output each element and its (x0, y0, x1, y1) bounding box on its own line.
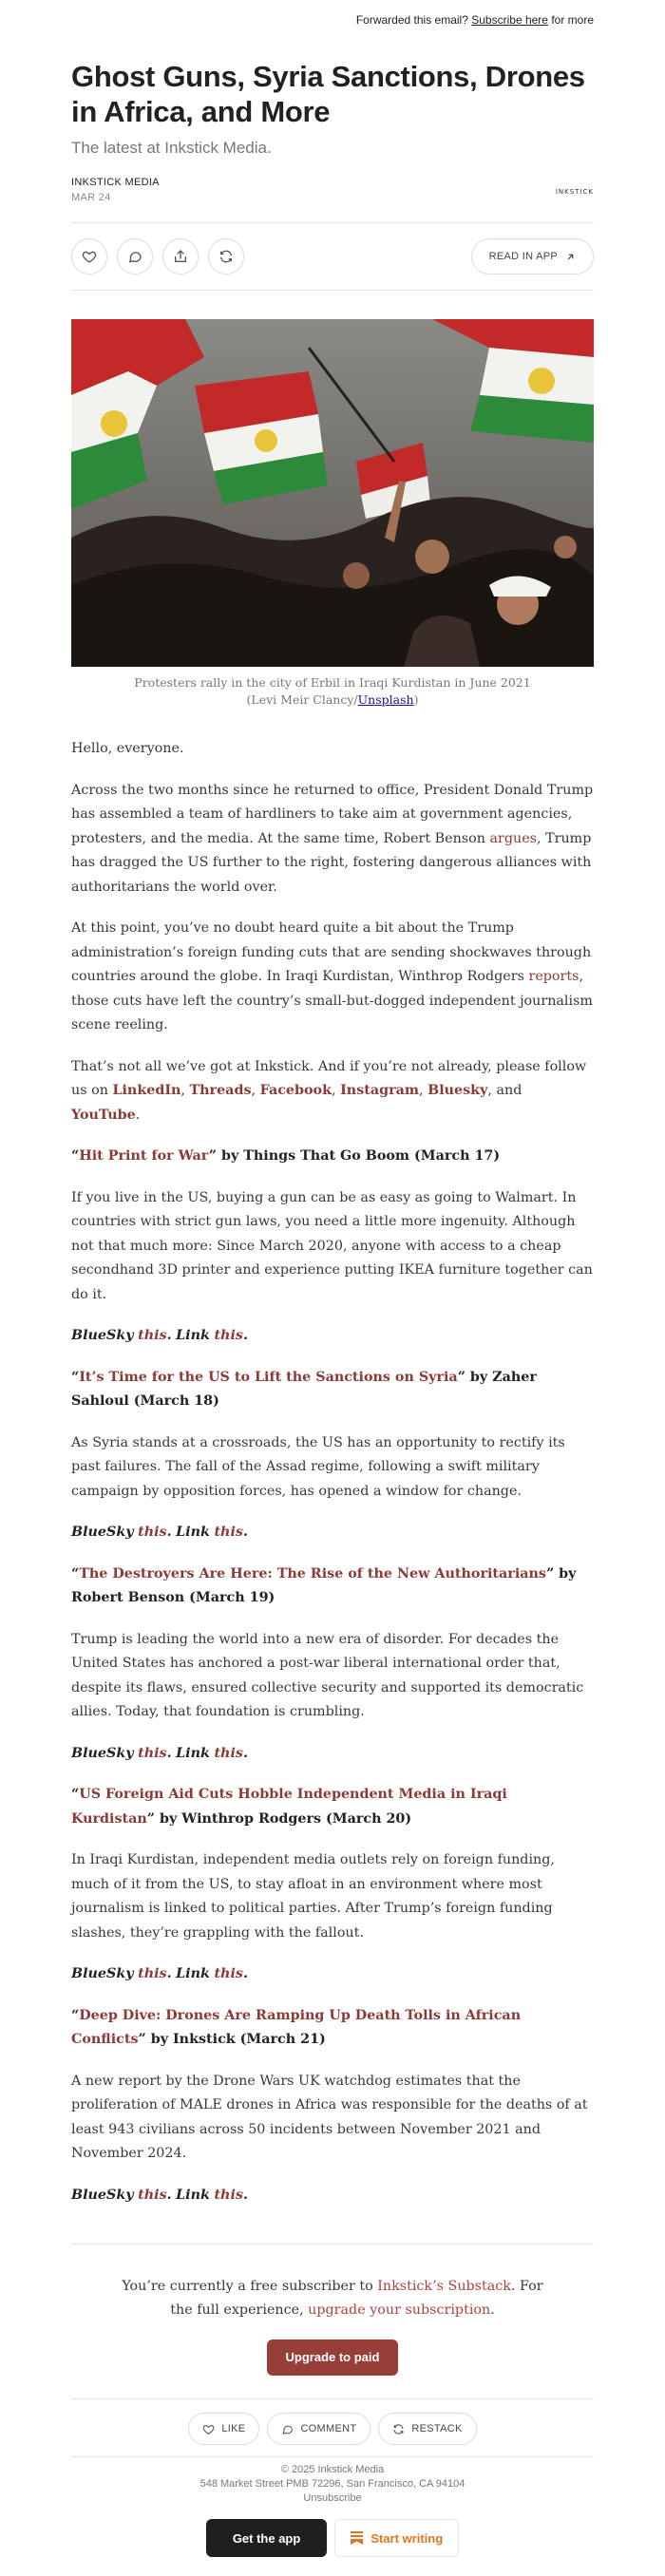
period: . (166, 1328, 172, 1343)
bluesky-label: BlueSky (71, 1328, 134, 1343)
period: . (166, 1966, 172, 1981)
restack-button[interactable] (208, 238, 244, 275)
reports-link[interactable]: reports (528, 969, 580, 984)
paragraph-text: That’s not all we’ve got at Inkstick. And if you’re not already, please follow us on (71, 1058, 587, 1098)
article-link[interactable]: this (214, 1745, 243, 1761)
paragraph-text: Across the two months since he returned to office, President Donald Trump has assembled a team of hardliners to take aim at government agencies, protesters, and the media. At the same time, Robert Benson (71, 782, 594, 846)
article-title-link[interactable]: Hit Print for War (79, 1148, 209, 1164)
substack-link[interactable]: Inkstick’s Substack (377, 2279, 511, 2294)
separator: , (332, 1083, 341, 1098)
period: . (242, 1328, 248, 1343)
article-title-link[interactable]: Deep Dive: Drones Are Ramping Up Death Tolls in African Conflicts (71, 2007, 522, 2047)
upgrade-link[interactable]: upgrade your subscription (308, 2302, 491, 2318)
paragraph (71, 779, 594, 900)
email-column (71, 0, 594, 2576)
divider (71, 2456, 594, 2457)
social-link-youtube[interactable]: YouTube (71, 1107, 136, 1123)
article-summary: If you live in the US, buying a gun can be as easy as going to Walmart. In countries with strict gun laws, you need a little more ingenuity. Although not that much more: Since March 2020, anyone with access to a cheap secondhand 3D printer and experience putting IKEA furniture together can do it. (71, 1189, 593, 1302)
link-label: Link (176, 1525, 210, 1540)
share-button[interactable] (162, 238, 199, 275)
comment-label: COMMENT (300, 2423, 357, 2434)
article-link[interactable]: this (214, 1328, 243, 1343)
bluesky-link[interactable]: this (138, 1328, 167, 1343)
hero-image[interactable] (71, 319, 594, 667)
post-actions (71, 223, 594, 290)
period: . (242, 1525, 248, 1540)
article-byline: by Robert Benson (March 19) (71, 1565, 577, 1605)
bluesky-label: BlueSky (71, 1745, 134, 1761)
read-in-app-button[interactable] (471, 238, 594, 275)
post-title[interactable]: Ghost Guns, Syria Sanctions, Drones in Africa, and More (71, 60, 585, 128)
period: . (242, 1966, 248, 1981)
quote-mark: ” (457, 1369, 466, 1385)
quote-mark: ” (545, 1565, 555, 1582)
restack-label: RESTACK (411, 2423, 463, 2434)
get-app-button[interactable]: Get the app (206, 2519, 328, 2557)
protest-photo (71, 319, 594, 667)
article-links (71, 1521, 594, 1545)
post-body (71, 737, 594, 2207)
substack-icon (351, 2531, 363, 2545)
bluesky-label: BlueSky (71, 1966, 134, 1981)
socials-paragraph (71, 1055, 594, 1128)
article-links (71, 1324, 594, 1349)
greeting: Hello, everyone. (71, 741, 184, 756)
like-button[interactable] (71, 238, 107, 275)
publication-logo[interactable]: INKSTICK (555, 188, 594, 196)
social-link-instagram[interactable]: Instagram (340, 1083, 420, 1098)
quote-mark: “ (71, 1565, 80, 1582)
bottom-actions (71, 2413, 594, 2445)
bluesky-link[interactable]: this (138, 1525, 167, 1540)
paragraph-text: , Trump has dragged the US further to the right, fostering dangerous alliances with authoritarians the world over. (71, 830, 592, 895)
article-link[interactable]: this (214, 1966, 243, 1981)
subscribe-note (71, 2275, 594, 2322)
start-writing-label: Start writing (370, 2530, 444, 2546)
article-title-link[interactable]: US Foreign Aid Cuts Hobble Independent Media in Iraqi Kurdistan (71, 1787, 507, 1827)
article-byline: by Zaher Sahloul (March 18) (71, 1369, 537, 1409)
period: . (242, 1745, 248, 1761)
comment-icon (127, 249, 142, 264)
address: 548 Market Street PMB 72296, San Francisco, CA 94104 (200, 2478, 466, 2490)
unsplash-link[interactable]: Unsplash (357, 692, 414, 707)
separator: , (180, 1083, 190, 1098)
divider (71, 2398, 594, 2399)
heart-icon (82, 249, 97, 264)
article-link[interactable]: this (214, 2187, 243, 2203)
footer-buttons (71, 2519, 594, 2557)
paragraph-text: , those cuts have left the country’s small-but-dogged independent journalism scene reeling. (71, 969, 593, 1032)
comment-button[interactable] (117, 238, 153, 275)
argues-link[interactable]: argues (489, 830, 538, 846)
subscribe-text: . For the full experience, (170, 2279, 543, 2318)
subscribe-text: . (490, 2302, 495, 2318)
post-meta (71, 177, 594, 203)
author-name[interactable]: INKSTICK MEDIA (71, 177, 160, 188)
article-heading (71, 1783, 594, 1831)
upgrade-button[interactable]: Upgrade to paid (267, 2339, 399, 2376)
like-pill-button[interactable] (188, 2413, 259, 2445)
like-label: LIKE (221, 2423, 246, 2434)
heart-icon (202, 2423, 215, 2435)
quote-mark: “ (71, 2007, 80, 2023)
divider (71, 2244, 594, 2245)
social-link-bluesky[interactable]: Bluesky (428, 1083, 488, 1098)
article-links (71, 1742, 594, 1767)
separator: . (135, 1107, 141, 1123)
article-byline: by Winthrop Rodgers (March 20) (155, 1810, 412, 1827)
separator: , (419, 1083, 428, 1098)
article-title-link[interactable]: It’s Time for the US to Lift the Sanctions on Syria (79, 1369, 458, 1385)
article-list (71, 1145, 594, 2207)
period: . (242, 2187, 248, 2203)
quote-mark: ” (208, 1148, 218, 1164)
article-link[interactable]: this (214, 1525, 243, 1540)
forward-suffix: for more (551, 13, 594, 27)
article-byline: by Things That Go Boom (March 17) (217, 1148, 501, 1164)
article-links (71, 1962, 594, 1987)
unsubscribe-link[interactable]: Unsubscribe (303, 2492, 362, 2504)
article-links (71, 2184, 594, 2208)
quote-mark: “ (71, 1148, 80, 1164)
forward-text: Forwarded this email? (355, 13, 468, 27)
subscribe-text: You’re currently a free subscriber to (122, 2279, 378, 2294)
caption-credit: (Levi Meir Clancy/ (246, 692, 358, 707)
article-summary: As Syria stands at a crossroads, the US has an opportunity to rectify its past failures. The fall of the Assad regime, following a swift military campaign by opposition forces, has opened a window for change. (71, 1434, 565, 1499)
period: . (166, 1525, 172, 1540)
article-title-link[interactable]: The Destroyers Are Here: The Rise of the New Authoritarians (79, 1565, 546, 1582)
link-label: Link (176, 1328, 210, 1343)
image-caption (71, 674, 594, 709)
article-summary: Trump is leading the world into a new era of disorder. For decades the United States has anchored a post-war liberal international order that, despite its flaws, ensured collective security and supported its democratic allies. Today, that foundation is crumbling. (71, 1631, 584, 1719)
quote-mark: “ (71, 1787, 80, 1802)
quote-mark: ” (138, 2032, 146, 2047)
separator: , and (487, 1083, 522, 1098)
bluesky-link[interactable]: this (138, 2187, 167, 2203)
separator: , (251, 1083, 260, 1098)
restack-icon (218, 249, 234, 264)
link-label: Link (176, 1745, 210, 1761)
article-heading (71, 1366, 594, 1414)
subscribe-link[interactable]: Subscribe here (471, 13, 548, 27)
article-heading (71, 2004, 594, 2053)
divider (71, 290, 594, 291)
arrow-up-right-icon (565, 252, 576, 262)
paragraph (71, 917, 594, 1038)
article-summary: In Iraqi Kurdistan, independent media outlets rely on foreign funding, much of it from the US, to stay afloat in an environment where most journalism is linked to political parties. After Trump’s foreign funding slashes, they’re grappling with the fallout. (71, 1852, 555, 1941)
restack-pill-button[interactable] (378, 2413, 476, 2445)
quote-mark: ” (146, 1810, 156, 1827)
link-label: Link (176, 1966, 210, 1981)
start-writing-button[interactable] (334, 2519, 459, 2557)
post-subtitle: The latest at Inkstick Media. (71, 139, 272, 157)
bluesky-link[interactable]: this (138, 1966, 167, 1981)
comment-pill-button[interactable] (267, 2413, 370, 2445)
caption-line: Protesters rally in the city of Erbil in Iraqi Kurdistan in June 2021 (134, 675, 531, 690)
read-in-app-label: READ IN APP (488, 251, 558, 262)
forward-bar (71, 0, 594, 28)
share-icon (173, 249, 188, 264)
social-link-facebook[interactable]: Facebook (259, 1083, 332, 1098)
bluesky-label: BlueSky (71, 1525, 134, 1540)
social-link-linkedin[interactable]: LinkedIn (112, 1083, 181, 1098)
period: . (166, 2187, 172, 2203)
period: . (166, 1745, 172, 1761)
copyright: © 2025 Inkstick Media (280, 2464, 385, 2475)
social-link-threads[interactable]: Threads (189, 1083, 252, 1098)
footer (71, 2463, 594, 2506)
article-heading (71, 1145, 594, 1169)
bluesky-link[interactable]: this (138, 1745, 167, 1761)
article-byline: by Inkstick (March 21) (145, 2032, 326, 2047)
paragraph-text: At this point, you’ve no doubt heard quite a bit about the Trump administration’s foreign funding cuts that are sending shockwaves through countries around the globe. In Iraqi Kurdistan, Winthrop Rodgers (71, 920, 592, 984)
article-heading (71, 1563, 594, 1611)
quote-mark: “ (71, 1369, 80, 1385)
bluesky-label: BlueSky (71, 2187, 134, 2203)
restack-icon (392, 2423, 405, 2435)
caption-credit-end: ) (413, 692, 419, 707)
article-summary: A new report by the Drone Wars UK watchdog estimates that the proliferation of MALE drones in Africa was responsible for the deaths of at least 943 civilians across 50 incidents between November 2021 and November 2024. (71, 2073, 588, 2161)
post-date: MAR 24 (71, 192, 111, 203)
comment-icon (281, 2423, 294, 2435)
link-label: Link (176, 2187, 210, 2203)
